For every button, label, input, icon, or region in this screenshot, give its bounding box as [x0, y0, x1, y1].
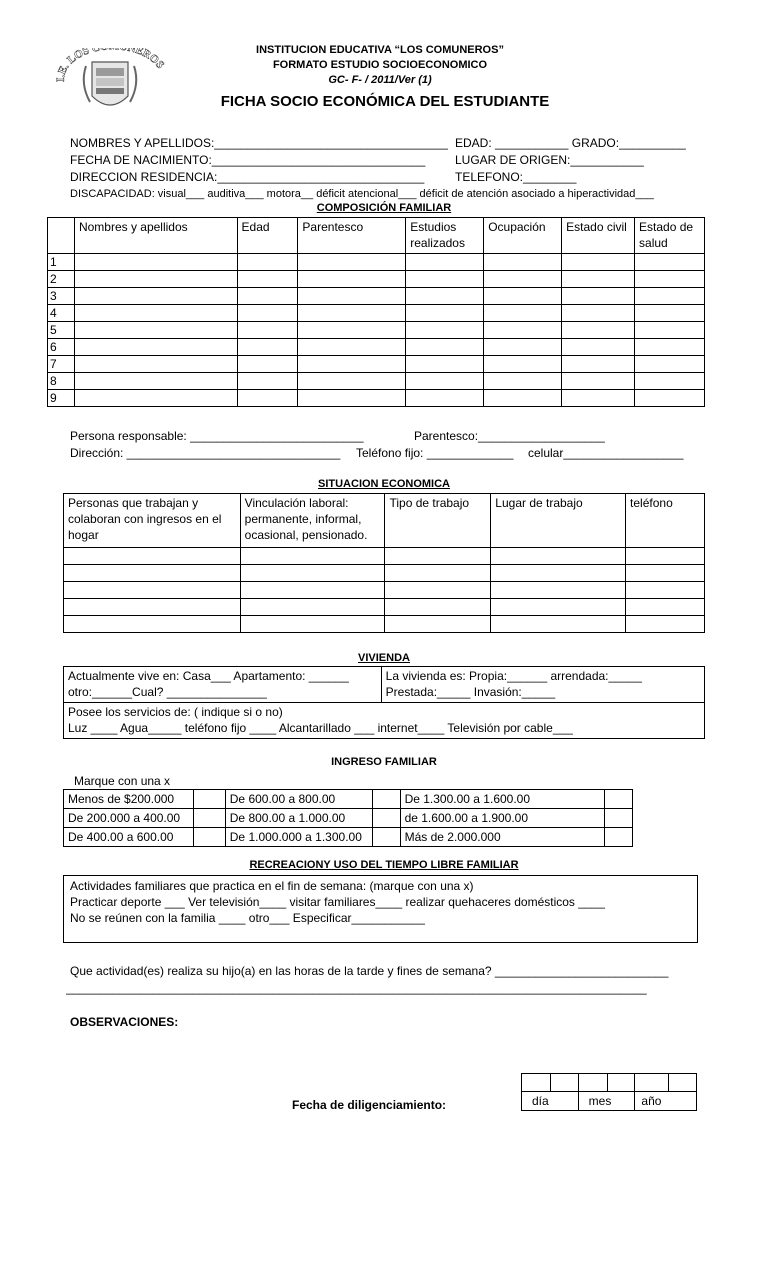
income-option: De 1.000.000 a 1.300.00	[225, 828, 372, 847]
table-row[interactable]	[48, 305, 705, 322]
table-row[interactable]	[64, 616, 705, 633]
economic-header-link: Vinculación laboral: permanente, informal, ocasional, pensionado.	[240, 494, 385, 548]
table-row[interactable]	[64, 582, 705, 599]
address-field[interactable]: DIRECCION RESIDENCIA:_______________________________	[70, 170, 425, 184]
income-checkbox[interactable]	[193, 790, 225, 809]
recreation-line-2[interactable]: Practicar deporte ___ Ver televisión____ visitar familiares____ realizar quehaceres domésticos ____	[70, 895, 605, 909]
institution-name: INSTITUCION EDUCATIVA “LOS COMUNEROS”	[256, 44, 504, 56]
income-checkbox[interactable]	[372, 809, 400, 828]
family-header-occupation: Ocupación	[484, 218, 562, 254]
services-question: Posee los servicios de: ( indique si o no)	[68, 705, 283, 719]
economic-header-row	[64, 494, 705, 548]
document-code: GC- F- / 2011/Ver (1)	[328, 74, 432, 86]
table-row[interactable]	[48, 254, 705, 271]
table-row	[64, 809, 633, 828]
family-table	[47, 217, 705, 407]
income-checkbox[interactable]	[605, 790, 633, 809]
date-month-label: mes	[578, 1092, 635, 1111]
age-grade-field[interactable]: EDAD: ___________ GRADO:__________	[455, 136, 686, 150]
income-checkbox[interactable]	[193, 828, 225, 847]
economic-header-people: Personas que trabajan y colaboran con ingresos en el hogar	[64, 494, 241, 548]
table-row[interactable]	[48, 271, 705, 288]
table-row	[64, 790, 633, 809]
housing-table	[63, 666, 705, 739]
row-number: 8	[48, 373, 75, 390]
date-table[interactable]	[521, 1073, 697, 1111]
recreation-title: RECREACIONY USO DEL TIEMPO LIBRE FAMILIAR	[249, 859, 519, 871]
recreation-line-3[interactable]: No se reúnen con la familia ____ otro___ Especificar___________	[70, 911, 425, 925]
logo-text: I.E. LOS C NEROS	[56, 48, 167, 83]
birth-field[interactable]: FECHA DE NACIMIENTO:________________________________	[70, 153, 426, 167]
names-field[interactable]: NOMBRES Y APELLIDOS:___________________________________	[70, 136, 448, 150]
income-option: Menos de $200.000	[64, 790, 194, 809]
housing-lives-cell	[64, 667, 382, 703]
family-header-age: Edad	[237, 218, 298, 254]
services-cell	[64, 703, 705, 739]
economic-header-type: Tipo de trabajo	[385, 494, 491, 548]
table-row[interactable]	[64, 599, 705, 616]
income-checkbox[interactable]	[605, 809, 633, 828]
family-header-health: Estado de salud	[635, 218, 705, 254]
table-row[interactable]	[64, 548, 705, 565]
housing-other-field[interactable]: otro:______Cual? _______________	[68, 685, 267, 699]
row-number: 6	[48, 339, 75, 356]
income-title: INGRESO FAMILIAR	[331, 756, 437, 768]
housing-title: VIVIENDA	[358, 652, 410, 664]
relation-field[interactable]: Parentesco:___________________	[414, 429, 605, 443]
table-row[interactable]	[48, 356, 705, 373]
date-year-label: año	[635, 1092, 697, 1111]
income-checkbox[interactable]	[605, 828, 633, 847]
origin-field[interactable]: LUGAR DE ORIGEN:___________	[455, 153, 644, 167]
format-name: FORMATO ESTUDIO SOCIOECONOMICO	[272, 59, 488, 71]
school-logo	[56, 48, 168, 118]
table-row[interactable]	[48, 322, 705, 339]
responsible-cell-field[interactable]: celular__________________	[528, 446, 684, 460]
family-header-name: Nombres y apellidos	[74, 218, 237, 254]
table-row	[64, 828, 633, 847]
income-option: De 800.00 a 1.000.00	[225, 809, 372, 828]
date-day-label: día	[522, 1092, 579, 1111]
responsible-address-field[interactable]: Dirección: ________________________________	[70, 446, 341, 460]
income-option: De 400.00 a 600.00	[64, 828, 194, 847]
income-checkbox[interactable]	[372, 828, 400, 847]
row-number: 5	[48, 322, 75, 339]
economic-header-phone: teléfono	[626, 494, 705, 548]
row-number: 4	[48, 305, 75, 322]
page-title: FICHA SOCIO ECONÓMICA DEL ESTUDIANTE	[220, 93, 550, 110]
income-option: De 200.000 a 400.00	[64, 809, 194, 828]
table-row[interactable]	[48, 390, 705, 407]
observations-label: OBSERVACIONES:	[70, 1015, 179, 1029]
recreation-line-1: Actividades familiares que practica en el fin de semana: (marque con una x)	[70, 879, 474, 893]
activity-answer-line[interactable]: _______________________________________________________________________________________	[66, 981, 647, 995]
table-row[interactable]	[48, 373, 705, 390]
family-header-civil: Estado civil	[562, 218, 635, 254]
income-option: de 1.600.00 a 1.900.00	[400, 809, 605, 828]
housing-type-field[interactable]: La vivienda es: Propia:______ arrendada:_____	[385, 669, 642, 683]
table-row[interactable]	[48, 339, 705, 356]
row-number: 9	[48, 390, 75, 407]
row-number: 2	[48, 271, 75, 288]
income-table	[63, 789, 633, 847]
phone-field[interactable]: TELEFONO:________	[455, 170, 577, 184]
table-row[interactable]	[64, 565, 705, 582]
row-number: 1	[48, 254, 75, 271]
responsible-field[interactable]: Persona responsable: __________________________	[70, 429, 364, 443]
recreation-box	[63, 875, 698, 943]
row-number: 3	[48, 288, 75, 305]
economic-title: SITUACION ECONOMICA	[318, 478, 450, 490]
income-checkbox[interactable]	[372, 790, 400, 809]
housing-type-cell	[381, 667, 704, 703]
economic-header-place: Lugar de trabajo	[491, 494, 626, 548]
housing-loaned-field[interactable]: Prestada:_____ Invasión:_____	[385, 685, 556, 699]
family-header-row	[48, 218, 705, 254]
income-option: Más de 2.000.000	[400, 828, 605, 847]
economic-table	[63, 493, 705, 633]
activity-question[interactable]: Que actividad(es) realiza su hijo(a) en las horas de la tarde y fines de semana? __________________________	[70, 964, 669, 978]
services-field[interactable]: Luz ____ Agua_____ teléfono fijo ____ Alcantarillado ___ internet____ Televisión por cable___	[68, 721, 573, 735]
income-option: De 600.00 a 800.00	[225, 790, 372, 809]
family-title: COMPOSICIÓN FAMILIAR	[316, 202, 452, 214]
disability-field[interactable]: DISCAPACIDAD: visual___ auditiva___ motora__ déficit atencional___ déficit de atención asociado a hiperactividad___	[70, 188, 654, 200]
housing-lives-field[interactable]: Actualmente vive en: Casa___ Apartamento: ______	[68, 669, 349, 683]
date-label: Fecha de diligenciamiento:	[292, 1098, 447, 1112]
income-option: De 1.300.00 a 1.600.00	[400, 790, 605, 809]
income-instruction: Marque con una x	[74, 774, 171, 788]
row-number: 7	[48, 356, 75, 373]
family-header-num	[48, 218, 75, 254]
family-header-studies: Estudios realizados	[406, 218, 484, 254]
responsible-phone-field[interactable]: Teléfono fijo: _____________	[356, 446, 514, 460]
family-header-relation: Parentesco	[298, 218, 406, 254]
income-checkbox[interactable]	[193, 809, 225, 828]
table-row[interactable]	[48, 288, 705, 305]
